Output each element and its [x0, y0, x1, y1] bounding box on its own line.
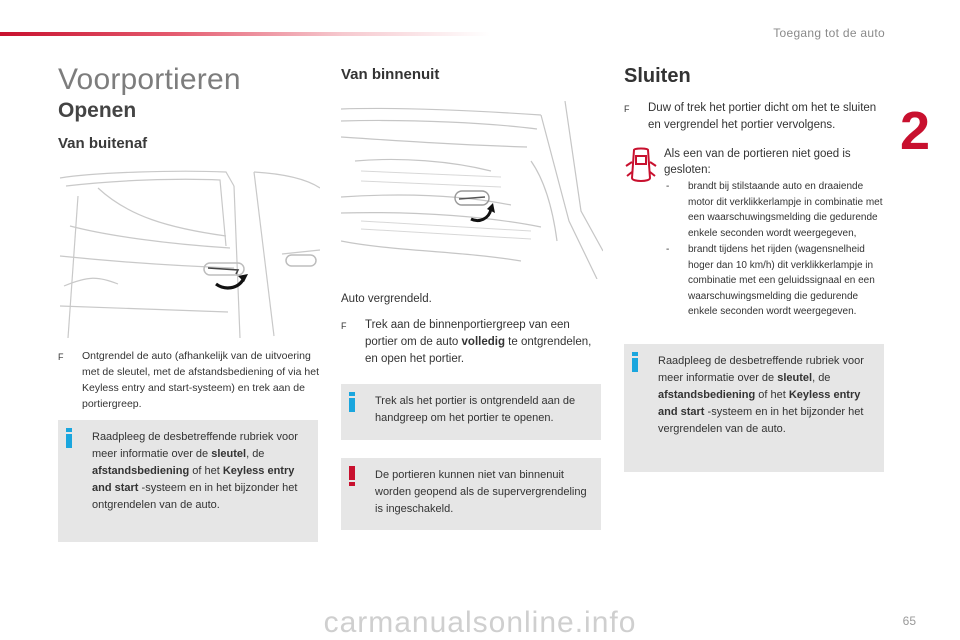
door-warning-intro: Als een van de portieren niet goed is gesloten:	[664, 148, 851, 176]
door-warning-item-text: brandt tijdens het rijden (wagensnelheid hoger dan 10 km/h) dit verklikkerlampje in combinatie met een geluidssignaal en een waarschuwingsmelding die gedurende enkele seconden wordt weergegeven.	[688, 244, 875, 317]
info-note-lock	[624, 344, 884, 472]
chapter-number: 2	[900, 101, 931, 161]
column-inside	[341, 60, 603, 368]
warning-note-text: De portieren kunnen niet van binnenuit worden geopend als de supervergrendeling is ingeschakeld.	[375, 469, 587, 515]
note-key-term: sleutel	[777, 372, 813, 384]
note-text-part: , de	[246, 448, 265, 460]
watermark: carmanualsonline.info	[323, 606, 637, 639]
instruction-text-part: Trek aan de binnenportiergreep van een portier om de auto	[365, 319, 570, 348]
exterior-door-illustration	[58, 166, 320, 338]
close-heading: Sluiten	[624, 65, 691, 87]
info-note-inside	[341, 384, 601, 440]
note-text-part: Raadpleeg de desbetreffende rubriek voor meer informatie over de	[658, 355, 864, 384]
page-title: Voorportieren	[58, 63, 241, 96]
inside-heading: Van binnenuit	[341, 66, 440, 83]
door-warning-item	[664, 242, 886, 320]
close-instruction	[624, 100, 886, 134]
warning-note-superlock	[341, 458, 601, 530]
inside-instruction	[341, 317, 603, 368]
bullet-arrow-icon: F	[341, 321, 347, 331]
interior-door-illustration	[341, 101, 603, 279]
door-open-warning-text	[664, 146, 886, 320]
info-icon	[66, 428, 74, 448]
door-open-warning	[624, 146, 886, 320]
note-key-term: afstandsbediening	[658, 389, 756, 401]
locked-caption: Auto vergrendeld.	[341, 293, 432, 305]
info-note-text	[92, 429, 312, 514]
instruction-text-part: te ontgrendelen, en open het portier.	[365, 336, 592, 365]
warning-icon	[349, 466, 357, 486]
info-icon	[632, 352, 640, 372]
inside-instruction-text	[365, 317, 603, 368]
note-text-part: Raadpleeg de desbetreffende rubriek voor meer informatie over de	[92, 431, 298, 460]
page-number: 65	[902, 614, 916, 628]
bullet-arrow-icon: F	[624, 104, 630, 114]
outside-heading: Van buitenaf	[58, 135, 148, 152]
door-open-warning-icon	[624, 146, 664, 320]
note-text-part: -systeem en in het bijzonder het ontgrendelen van de auto.	[92, 482, 298, 511]
info-icon	[349, 392, 357, 412]
info-note-text	[658, 353, 878, 438]
column-close	[624, 60, 886, 320]
open-heading: Openen	[58, 99, 137, 122]
outside-instruction	[58, 348, 320, 412]
close-instruction-text: Duw of trek het portier dicht om het te sluiten en vergrendel het portier vervolgens.	[648, 102, 877, 131]
door-warning-item	[664, 179, 886, 241]
column-outside	[58, 60, 320, 412]
dash-mark: -	[666, 244, 670, 255]
info-note-unlock	[58, 420, 318, 542]
note-text-part: , de	[812, 372, 831, 384]
section-title: Toegang tot de auto	[773, 26, 885, 40]
bullet-arrow-icon: F	[58, 352, 64, 362]
instruction-key-term: volledig	[461, 336, 505, 348]
note-text-part: of het	[189, 465, 223, 477]
outside-instruction-text: Ontgrendel de auto (afhankelijk van de uitvoering met de sleutel, met de afstandsbediening of via het Keyless entry and start-systeem) en trek aan de portiergreep.	[82, 350, 319, 410]
dash-mark: -	[666, 181, 670, 192]
header-accent-bar	[0, 32, 490, 36]
note-key-term: Keyless entry and start	[658, 389, 861, 418]
note-text-part: -systeem en in het bijzonder het vergrendelen van de auto.	[658, 406, 864, 435]
note-key-term: Keyless entry and start	[92, 465, 295, 494]
note-key-term: sleutel	[211, 448, 247, 460]
note-text-part: of het	[755, 389, 789, 401]
note-key-term: afstandsbediening	[92, 465, 190, 477]
door-warning-item-text: brandt bij stilstaande auto en draaiende motor dit verklikkerlampje in combinatie met een waarschuwingsmelding die gedurende enkele seconden wordt weergegeven,	[688, 181, 883, 239]
info-note-text: Trek als het portier is ontgrendeld aan de handgreep om het portier te openen.	[375, 395, 576, 424]
